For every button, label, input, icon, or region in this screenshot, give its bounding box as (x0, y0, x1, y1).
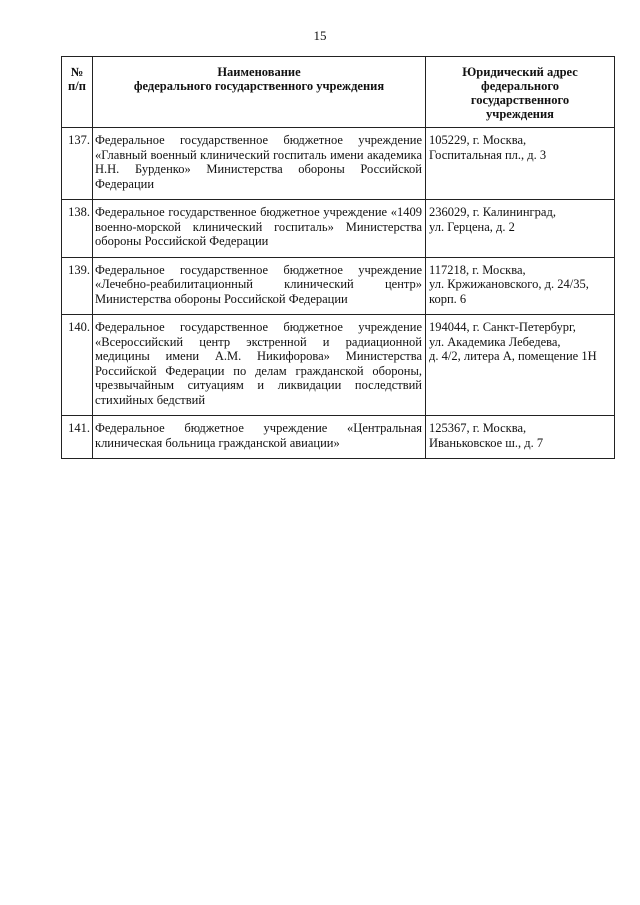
institution-address (426, 315, 615, 416)
header-address (426, 57, 615, 128)
address-line: Иваньковское ш., д. 7 (429, 435, 544, 450)
address-line: Госпитальная пл., д. 3 (429, 147, 547, 162)
address-line: ул. Герцена, д. 2 (429, 219, 515, 234)
table-row (62, 128, 615, 200)
institution-name: Федеральное государственное бюджетное учреждение «1409 военно-морской клинический госпиталь» Министерства обороны Российской Федерации (93, 200, 426, 258)
table-row (62, 315, 615, 416)
address-line: корп. 6 (429, 291, 467, 306)
row-number: 140. (62, 315, 93, 416)
institutions-table (61, 56, 615, 459)
header-number-line: № (70, 65, 84, 79)
address-line: ул. Кржижановского, д. 24/35, (429, 277, 589, 291)
address-line: 194044, г. Санкт-Петербург, (429, 320, 576, 334)
address-line: ул. Академика Лебедева, (429, 334, 561, 349)
header-address-line: Юридический адрес (462, 65, 578, 79)
institution-name: Федеральное государственное бюджетное учреждение «Всероссийский центр экстренной и радиационной медицины имени А.М. Никифорова» Министерства Российской Федерации по делам гражданской обороны, чрезвычайным ситуациям и ликвидации последствий стихийных бедствий (93, 315, 426, 416)
header-address-line: государственного (470, 93, 570, 107)
header-address-line: учреждения (486, 107, 554, 121)
institution-name: Федеральное бюджетное учреждение «Центральная клиническая больница гражданской авиации» (93, 416, 426, 459)
header-address-line: федерального (481, 79, 559, 93)
table-row (62, 416, 615, 459)
address-line: 236029, г. Калининград, (429, 205, 556, 219)
row-number: 137. (62, 128, 93, 200)
institution-name: Федеральное государственное бюджетное учреждение «Лечебно-реабилитационный клинический центр» Министерства обороны Российской Федерации (93, 257, 426, 315)
header-number-line: п/п (68, 79, 86, 93)
institution-address (426, 200, 615, 258)
address-line: д. 4/2, литера А, помещение 1Н (429, 349, 597, 363)
table-row (62, 257, 615, 315)
row-number: 139. (62, 257, 93, 315)
address-line: 105229, г. Москва, (429, 133, 527, 147)
institution-address (426, 416, 615, 459)
institution-address (426, 128, 615, 200)
header-name (93, 57, 426, 128)
header-name-line: Наименование (217, 65, 301, 79)
table-header-row (62, 57, 615, 128)
row-number: 138. (62, 200, 93, 258)
address-line: 117218, г. Москва, (429, 262, 526, 277)
institution-name: Федеральное государственное бюджетное учреждение «Главный военный клинический госпиталь имени академика Н.Н. Бурденко» Министерства обороны Российской Федерации (93, 128, 426, 200)
header-number (62, 57, 93, 128)
row-number: 141. (62, 416, 93, 459)
table-row (62, 200, 615, 258)
institution-address (426, 257, 615, 315)
header-name-line: федерального государственного учреждения (133, 79, 385, 93)
address-line: 125367, г. Москва, (429, 421, 527, 435)
page-number: 15 (313, 28, 327, 43)
